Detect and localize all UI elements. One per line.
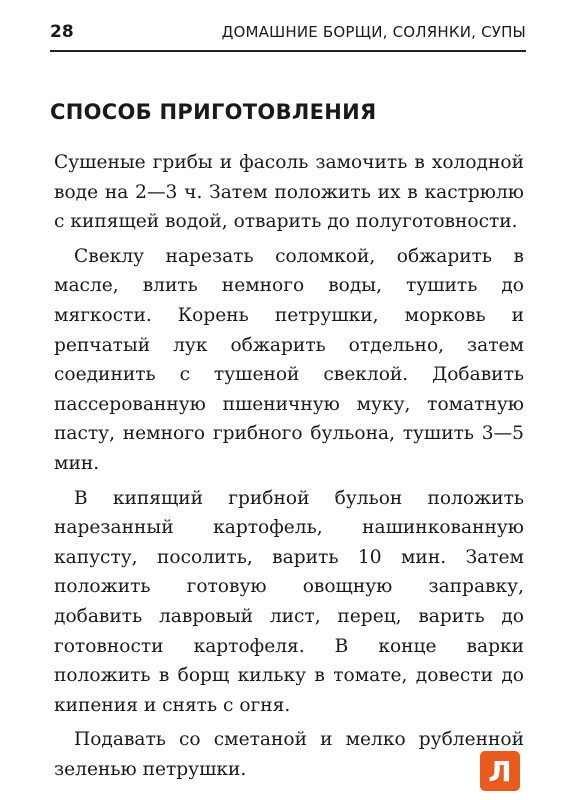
logo-letter: Л [488, 755, 512, 788]
section-heading: СПОСОБ ПРИГОТОВЛЕНИЯ [50, 100, 377, 124]
running-header [50, 18, 526, 52]
paragraph: Подавать со сметаной и мелко рубленной зеленью петрушки. [54, 729, 524, 780]
publisher-logo-icon [479, 750, 521, 792]
chapter-title: ДОМАШНИЕ БОРЩИ, СОЛЯНКИ, СУПЫ [221, 23, 526, 41]
paragraph: Сушеные грибы и фасоль замочить в холодной воде на 2—3 ч. Затем положить их в кастрюлю с кипящей водой, отварить до полуготовности. [54, 152, 524, 233]
paragraph: В кипящий грибной бульон положить нарезанный картофель, нашинкованную капусту, посолить, варить 10 мин. Затем положить готовую овощную заправку, добавить лавровый лист, перец, варить до готовности картофеля. В конце варки положить в борщ кильку в томате, довести до кипения и снять с огня. [54, 487, 524, 716]
recipe-instructions [54, 148, 524, 789]
logo-svg [479, 750, 521, 792]
paragraph: Свеклу нарезать соломкой, обжарить в масле, влить немного воды, тушить до мягкости. Корень петрушки, морковь и репчатый лук обжарить отдельно, затем соединить с тушеной свеклой. Добавить пассерованную пшеничную муку, томатную пасту, немного грибного бульона, тушить 3—5 мин. [54, 245, 524, 474]
page-number: 28 [50, 22, 74, 42]
